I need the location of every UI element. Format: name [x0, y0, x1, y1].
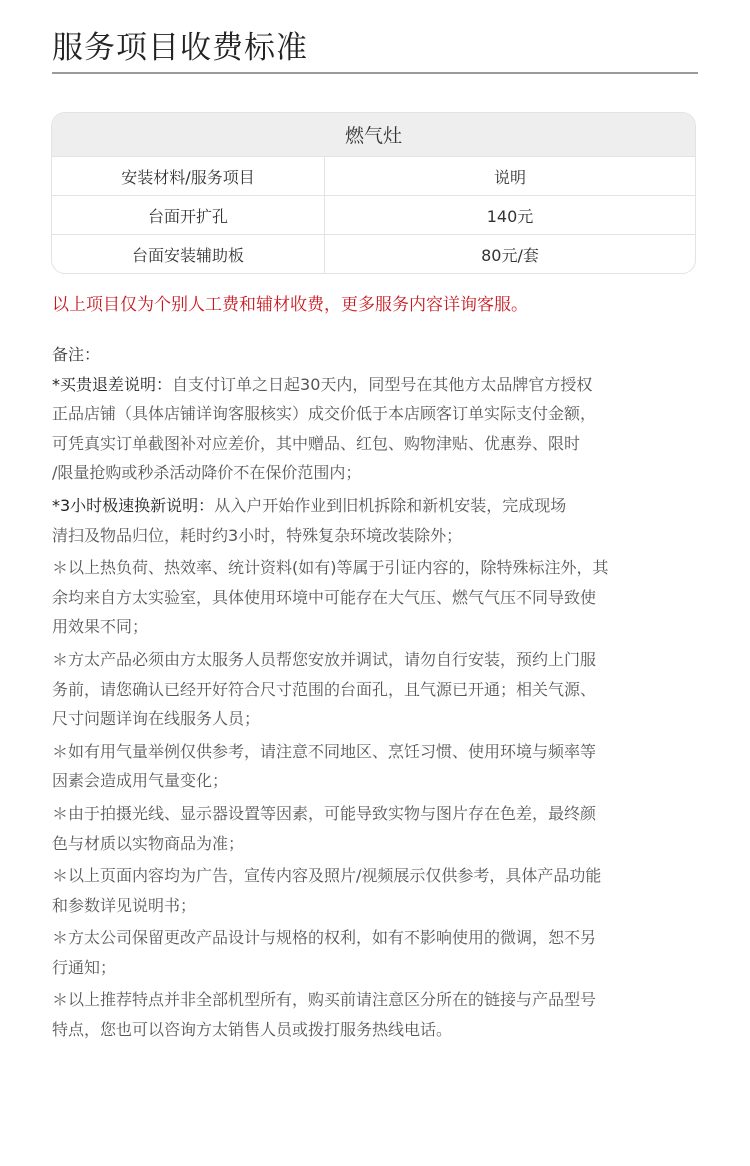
page-title: 服务项目收费标准 — [52, 30, 308, 66]
note-text: ＊方太公司保留更改产品设计与规格的权利，如有不影响使用的微调，恕不另 — [52, 928, 597, 948]
note-line — [52, 370, 698, 400]
note-title: *买贵退差说明： — [52, 374, 173, 394]
fee-table — [51, 112, 696, 274]
note-text: 可凭真实订单截图补对应差价，其中赠品、红包、购物津贴、优惠券、限时 — [52, 433, 581, 453]
note-text: 因素会造成用气量变化； — [52, 771, 229, 791]
column-header-item: 安装材料/服务项目 — [52, 157, 325, 195]
note-item — [52, 553, 698, 642]
note-line — [52, 491, 698, 521]
note-line — [52, 737, 698, 767]
note-text: ＊如有用气量举例仅供参考，请注意不同地区、烹饪习惯、使用环境与频率等 — [52, 741, 597, 761]
note-text: 和参数详见说明书； — [52, 895, 197, 915]
note-item — [52, 799, 698, 858]
note-text: 自支付订单之日起30天内，同型号在其他方太品牌官方授权 — [172, 374, 593, 394]
table-title: 燃气灶 — [52, 113, 695, 156]
table-cell-item: 台面安装辅助板 — [52, 235, 325, 273]
note-text: 用效果不同； — [52, 617, 149, 637]
table-header-row — [52, 156, 695, 195]
note-item — [52, 737, 698, 796]
note-item — [52, 985, 698, 1044]
fee-disclaimer: 以上项目仅为个别人工费和辅材收费，更多服务内容详询客服。 — [52, 295, 528, 315]
note-item — [52, 491, 698, 550]
note-text: 清扫及物品归位，耗时约3小时，特殊复杂环境改装除外； — [52, 525, 463, 545]
note-line — [52, 429, 698, 459]
column-header-description: 说明 — [493, 167, 526, 187]
note-line — [52, 985, 698, 1015]
table-cell-price: 140元 — [486, 206, 534, 226]
note-line — [52, 612, 698, 642]
note-text: 特点，您也可以咨询方太销售人员或拨打服务热线电话。 — [52, 1020, 453, 1040]
note-text: ＊方太产品必须由方太服务人员帮您安放并调试，请勿自行安装，预约上门服 — [52, 649, 597, 669]
table-row — [52, 234, 695, 273]
note-line — [52, 521, 698, 551]
note-item — [52, 923, 698, 982]
note-line — [52, 458, 698, 488]
note-text: /限量抢购或秒杀活动降价不在保价范围内； — [52, 463, 362, 483]
note-text: 务前，请您确认已经开好符合尺寸范围的台面孔，且气源已开通；相关气源、 — [52, 679, 597, 699]
note-line — [52, 704, 698, 734]
note-title: *3小时极速换新说明： — [52, 495, 215, 515]
note-text: 余均来自方太实验室，具体使用环境中可能存在大气压、燃气气压不同导致使 — [52, 587, 597, 607]
notes-label: 备注： — [52, 345, 101, 364]
note-text: ＊以上推荐特点并非全部机型所有，购买前请注意区分所在的链接与产品型号 — [52, 990, 597, 1010]
note-text: 从入户开始作业到旧机拆除和新机安装，完成现场 — [214, 495, 567, 515]
note-line — [52, 399, 698, 429]
note-line — [52, 799, 698, 829]
note-item — [52, 645, 698, 734]
note-line — [52, 891, 698, 921]
table-row — [52, 195, 695, 234]
note-text: ＊以上页面内容均为广告，宣传内容及照片/视频展示仅供参考，具体产品功能 — [52, 866, 602, 886]
note-text: 色与材质以实物商品为准； — [52, 833, 245, 853]
note-text: ＊由于拍摄光线、显示器设置等因素，可能导致实物与图片存在色差，最终颜 — [52, 803, 597, 823]
note-line — [52, 766, 698, 796]
notes-section — [52, 340, 698, 1045]
note-line — [52, 583, 698, 613]
note-line — [52, 1015, 698, 1045]
note-text: ＊以上热负荷、热效率、统计资料(如有)等属于引证内容的，除特殊标注外，其 — [52, 558, 609, 578]
note-line — [52, 675, 698, 705]
note-item — [52, 861, 698, 920]
note-text: 行通知； — [52, 957, 117, 977]
note-line — [52, 923, 698, 953]
note-line — [52, 829, 698, 859]
note-line — [52, 953, 698, 983]
title-divider — [52, 72, 698, 74]
table-cell-price: 80元/套 — [481, 245, 539, 265]
note-line — [52, 645, 698, 675]
note-line — [52, 861, 698, 891]
note-text: 尺寸问题详询在线服务人员； — [52, 709, 261, 729]
note-line — [52, 553, 698, 583]
table-cell-item: 台面开扩孔 — [52, 196, 325, 234]
note-item — [52, 370, 698, 488]
note-text: 正品店铺（具体店铺详询客服核实）成交价低于本店顾客订单实际支付金额， — [52, 404, 597, 424]
